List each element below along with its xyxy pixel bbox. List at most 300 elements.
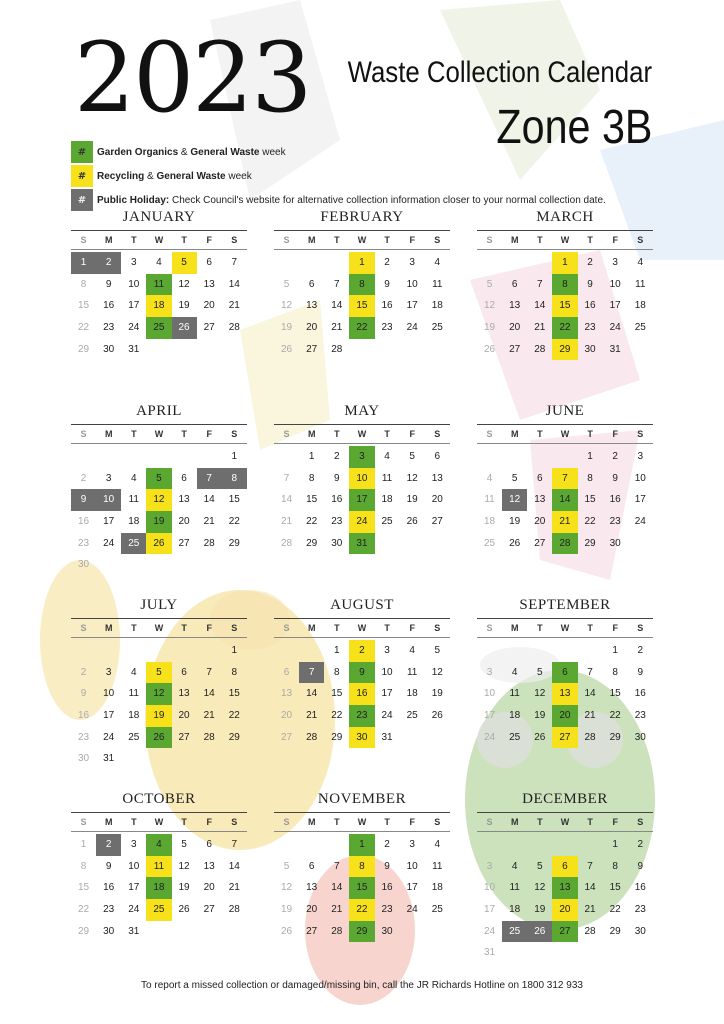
grey-swatch: # (71, 189, 93, 211)
empty-cell (502, 834, 527, 856)
days-grid (71, 834, 247, 942)
day-cell: 16 (634, 688, 646, 700)
weekday-header: S (231, 623, 238, 633)
month-november (274, 788, 450, 942)
weekday-header: W (560, 623, 570, 633)
weekday-header: M (510, 623, 519, 633)
day-cell: 14 (584, 882, 596, 894)
weekday-header: T (587, 817, 593, 827)
day-cell: 17 (484, 904, 496, 916)
weekday-header: S (637, 623, 644, 633)
day-cell: 14 (552, 489, 577, 511)
day-cell: 22 (609, 904, 621, 916)
empty-cell (477, 834, 502, 856)
day-cell: 14 (331, 882, 343, 894)
day-cell: 20 (203, 882, 215, 894)
day-cell: 2 (384, 257, 390, 268)
day-cell: 30 (103, 343, 115, 355)
day-cell: 5 (172, 252, 197, 274)
weekday-header: T (131, 235, 137, 245)
empty-cell (274, 446, 299, 468)
month-march (477, 206, 653, 360)
day-cell: 31 (381, 731, 393, 743)
empty-cell (527, 252, 552, 274)
empty-cell (502, 446, 527, 468)
day-cell: 18 (128, 710, 140, 722)
weekday-header: T (334, 235, 340, 245)
weekday-header: M (104, 429, 113, 439)
day-cell: 20 (509, 322, 521, 334)
legend-item-holiday: # Public Holiday: Check Council's website for alternative collection information closer to your normal collection date. (71, 189, 606, 211)
day-cell: 31 (609, 343, 621, 355)
weekday-header: T (131, 623, 137, 633)
day-cell: 20 (306, 322, 318, 334)
day-cell: 20 (281, 710, 293, 722)
day-cell: 9 (71, 489, 96, 511)
day-cell: 6 (537, 472, 543, 484)
empty-cell (299, 834, 324, 856)
weekday-header: W (560, 429, 570, 439)
day-cell: 6 (283, 666, 290, 678)
day-cell: 21 (281, 516, 293, 528)
empty-cell (146, 446, 171, 468)
day-cell: 23 (381, 904, 393, 916)
legend-item-recycling: # Recycling & General Waste week (71, 165, 606, 187)
weekday-header: M (104, 817, 113, 827)
day-cell: 21 (331, 904, 343, 916)
day-cell: 12 (281, 300, 293, 312)
month-name: MARCH (536, 209, 594, 225)
day-cell: 23 (331, 516, 343, 528)
day-cell: 13 (306, 882, 318, 894)
day-cell: 21 (584, 904, 596, 916)
day-cell: 19 (534, 904, 546, 916)
day-cell: 10 (484, 882, 496, 894)
day-cell: 27 (534, 537, 546, 549)
day-cell: 14 (228, 860, 240, 872)
day-cell: 30 (609, 537, 621, 549)
weekday-header-row (477, 230, 653, 250)
day-cell: 26 (509, 537, 521, 549)
weekday-header: S (637, 817, 644, 827)
day-cell: 11 (146, 856, 171, 878)
month-december (477, 788, 653, 964)
weekday-header: W (560, 817, 570, 827)
day-cell: 12 (431, 666, 443, 678)
empty-cell (324, 834, 349, 856)
day-cell: 11 (128, 494, 139, 506)
day-cell: 10 (634, 472, 646, 484)
day-cell: 23 (381, 322, 393, 334)
day-cell: 2 (80, 666, 87, 678)
weekday-header: S (80, 623, 87, 633)
day-cell: 4 (384, 451, 390, 462)
day-cell: 17 (406, 300, 418, 312)
day-cell: 18 (431, 300, 443, 312)
weekday-header: F (612, 817, 618, 827)
day-cell: 13 (281, 688, 293, 700)
day-cell: 17 (609, 300, 621, 312)
day-cell: 21 (584, 710, 596, 722)
month-name: FEBRUARY (320, 209, 404, 225)
day-cell: 18 (509, 710, 521, 722)
day-cell: 17 (406, 882, 418, 894)
day-cell: 9 (612, 472, 618, 484)
day-cell: 25 (381, 516, 393, 528)
day-cell: 5 (181, 839, 187, 850)
green-swatch: # (71, 141, 93, 163)
day-cell: 14 (331, 300, 343, 312)
day-cell: 16 (634, 882, 646, 894)
day-cell: 24 (484, 925, 496, 937)
weekday-header-row (71, 812, 247, 832)
day-cell: 16 (609, 494, 621, 506)
day-cell: 21 (228, 300, 240, 312)
weekday-header: S (80, 429, 87, 439)
day-cell: 15 (78, 300, 90, 312)
day-cell: 13 (178, 688, 190, 700)
day-cell: 26 (178, 904, 190, 916)
month-july (71, 594, 247, 770)
weekday-header: F (206, 623, 212, 633)
weekday-header: T (537, 817, 543, 827)
day-cell: 20 (306, 904, 318, 916)
month-august (274, 594, 450, 748)
weekday-header: F (206, 429, 212, 439)
day-cell: 25 (146, 317, 171, 339)
day-cell: 25 (484, 537, 496, 549)
day-cell: 7 (537, 278, 543, 290)
day-cell: 2 (637, 645, 644, 656)
empty-cell (527, 834, 552, 856)
day-cell: 29 (584, 537, 596, 549)
day-cell: 28 (331, 343, 343, 355)
day-cell: 20 (552, 899, 577, 921)
day-cell: 10 (406, 860, 418, 872)
day-cell: 19 (484, 322, 496, 334)
day-cell: 26 (281, 925, 293, 937)
day-cell: 12 (178, 860, 190, 872)
day-cell: 8 (308, 472, 315, 484)
empty-cell (552, 640, 577, 662)
day-cell: 30 (381, 925, 393, 937)
day-cell: 1 (587, 451, 593, 462)
weekday-header: T (384, 623, 390, 633)
day-cell: 16 (584, 300, 596, 312)
month-name: JANUARY (122, 209, 196, 225)
month-september (477, 594, 653, 748)
day-cell: 3 (486, 666, 493, 678)
day-cell: 14 (584, 688, 596, 700)
day-cell: 7 (334, 860, 340, 872)
day-cell: 21 (203, 516, 215, 528)
day-cell: 19 (146, 705, 171, 727)
day-cell: 25 (431, 904, 443, 916)
day-cell: 27 (281, 731, 293, 743)
day-cell: 27 (203, 322, 215, 334)
day-cell: 11 (432, 860, 443, 872)
day-cell: 8 (612, 666, 618, 678)
weekday-header: S (434, 429, 441, 439)
weekday-header: T (537, 429, 543, 439)
day-cell: 3 (105, 472, 112, 484)
empty-cell (121, 640, 146, 662)
day-cell: 15 (306, 494, 318, 506)
weekday-header: W (357, 623, 367, 633)
day-cell: 6 (511, 278, 518, 290)
day-cell: 17 (103, 516, 115, 528)
day-cell: 18 (634, 300, 646, 312)
day-cell: 30 (349, 727, 374, 749)
day-cell: 16 (78, 710, 90, 722)
empty-cell (71, 446, 96, 468)
day-cell: 13 (534, 494, 546, 506)
day-cell: 14 (306, 688, 318, 700)
day-cell: 12 (281, 882, 293, 894)
weekday-header: T (131, 817, 137, 827)
day-cell: 22 (228, 710, 240, 722)
weekday-header: M (510, 235, 519, 245)
day-cell: 20 (178, 516, 190, 528)
weekday-header-row (274, 812, 450, 832)
weekday-header-row (71, 618, 247, 638)
day-cell: 7 (334, 278, 340, 290)
weekday-header-row (274, 424, 450, 444)
day-cell: 18 (381, 494, 393, 506)
day-cell: 21 (203, 710, 215, 722)
empty-cell (274, 252, 299, 274)
day-cell: 28 (228, 322, 240, 334)
day-cell: 5 (283, 860, 290, 872)
empty-cell (197, 640, 222, 662)
day-cell: 25 (406, 710, 418, 722)
day-cell: 3 (409, 257, 415, 268)
day-cell: 20 (203, 300, 215, 312)
month-name: DECEMBER (522, 791, 608, 807)
weekday-header: S (637, 429, 644, 439)
weekday-header: S (486, 429, 493, 439)
day-cell: 27 (203, 904, 215, 916)
day-cell: 28 (203, 537, 215, 549)
day-cell: 3 (384, 645, 390, 656)
day-cell: 18 (431, 882, 443, 894)
day-cell: 4 (131, 666, 137, 678)
day-cell: 12 (146, 683, 171, 705)
day-cell: 16 (349, 683, 374, 705)
weekday-header: F (409, 817, 415, 827)
weekday-header: T (537, 235, 543, 245)
day-cell: 23 (78, 537, 90, 549)
day-cell: 28 (281, 537, 293, 549)
empty-cell (477, 446, 502, 468)
day-cell: 27 (178, 537, 190, 549)
day-cell: 29 (306, 537, 318, 549)
empty-cell (299, 252, 324, 274)
day-cell: 10 (381, 666, 393, 678)
day-cell: 22 (306, 516, 318, 528)
days-grid (477, 834, 653, 964)
empty-cell (172, 640, 197, 662)
weekday-header: T (384, 235, 390, 245)
empty-cell (527, 446, 552, 468)
day-cell: 28 (306, 731, 318, 743)
day-cell: 20 (178, 710, 190, 722)
day-cell: 26 (281, 343, 293, 355)
day-cell: 4 (434, 257, 441, 268)
days-grid (71, 446, 247, 576)
weekday-header: F (612, 429, 618, 439)
weekday-header: T (181, 429, 187, 439)
day-cell: 3 (637, 451, 644, 462)
day-cell: 9 (384, 278, 390, 290)
day-cell: 24 (609, 322, 621, 334)
day-cell: 14 (534, 300, 546, 312)
day-cell: 15 (78, 882, 90, 894)
weekday-header-row (274, 230, 450, 250)
day-cell: 27 (509, 343, 521, 355)
day-cell: 19 (431, 688, 443, 700)
day-cell: 15 (228, 494, 240, 506)
day-cell: 16 (381, 882, 393, 894)
legend-label: Public Holiday: (97, 194, 170, 206)
weekday-header: F (206, 235, 212, 245)
day-cell: 25 (128, 731, 140, 743)
weekday-header: S (434, 623, 441, 633)
day-cell: 19 (534, 710, 546, 722)
weekday-header: T (537, 623, 543, 633)
day-cell: 9 (637, 666, 644, 678)
day-cell: 29 (349, 921, 374, 943)
day-cell: 22 (331, 710, 343, 722)
days-grid (274, 640, 450, 748)
day-cell: 1 (334, 645, 340, 656)
day-cell: 15 (609, 882, 621, 894)
day-cell: 26 (406, 516, 418, 528)
day-cell: 23 (103, 322, 115, 334)
day-cell: 2 (612, 451, 618, 462)
day-cell: 30 (634, 925, 646, 937)
empty-cell (502, 640, 527, 662)
day-cell: 11 (128, 688, 139, 700)
day-cell: 12 (534, 688, 546, 700)
day-cell: 9 (637, 860, 644, 872)
day-cell: 17 (103, 710, 115, 722)
weekday-header: M (104, 623, 113, 633)
weekday-header: W (154, 817, 164, 827)
day-cell: 3 (105, 666, 112, 678)
weekday-header: M (510, 817, 519, 827)
weekday-header: S (80, 235, 87, 245)
weekday-header-row (477, 812, 653, 832)
day-cell: 27 (306, 925, 318, 937)
day-cell: 12 (406, 472, 418, 484)
day-cell: 15 (331, 688, 343, 700)
day-cell: 2 (637, 839, 644, 850)
weekday-header-row (477, 618, 653, 638)
weekday-header: M (307, 817, 316, 827)
day-cell: 4 (511, 860, 518, 872)
day-cell: 10 (349, 468, 374, 490)
day-cell: 17 (128, 882, 140, 894)
day-cell: 8 (349, 856, 374, 878)
day-cell: 10 (96, 489, 121, 511)
day-cell: 18 (509, 904, 521, 916)
day-cell: 16 (103, 882, 115, 894)
day-cell: 8 (552, 274, 577, 296)
day-cell: 4 (511, 666, 518, 678)
zone-label: Zone 3B (495, 101, 652, 154)
day-cell: 26 (172, 317, 197, 339)
weekday-header: M (307, 429, 316, 439)
day-cell: 25 (431, 322, 443, 334)
weekday-header: S (486, 817, 493, 827)
day-cell: 16 (381, 300, 393, 312)
weekday-header: S (486, 623, 493, 633)
weekday-header: T (384, 817, 390, 827)
day-cell: 26 (484, 343, 496, 355)
day-cell: 9 (105, 860, 112, 872)
day-cell: 25 (509, 731, 521, 743)
month-name: JULY (140, 597, 178, 613)
calendar-year: 2023 (74, 22, 311, 134)
day-cell: 3 (131, 257, 137, 268)
day-cell: 28 (584, 731, 596, 743)
month-april (71, 400, 247, 576)
day-cell: 19 (281, 904, 293, 916)
weekday-header: S (486, 235, 493, 245)
day-cell: 2 (349, 640, 374, 662)
day-cell: 24 (634, 516, 646, 528)
day-cell: 28 (584, 925, 596, 937)
day-cell: 10 (128, 860, 140, 872)
weekday-header-row (71, 230, 247, 250)
day-cell: 8 (80, 860, 87, 872)
day-cell: 24 (406, 322, 418, 334)
day-cell: 31 (128, 925, 140, 937)
day-cell: 24 (128, 904, 140, 916)
empty-cell (552, 834, 577, 856)
month-name: OCTOBER (122, 791, 196, 807)
day-cell: 12 (502, 489, 527, 511)
day-cell: 13 (431, 472, 443, 484)
day-cell: 22 (609, 710, 621, 722)
day-cell: 19 (509, 516, 521, 528)
day-cell: 18 (484, 516, 496, 528)
empty-cell (477, 640, 502, 662)
weekday-header-row (477, 424, 653, 444)
day-cell: 9 (105, 278, 112, 290)
day-cell: 26 (431, 710, 443, 722)
day-cell: 3 (612, 257, 618, 268)
day-cell: 19 (146, 511, 171, 533)
day-cell: 31 (349, 533, 374, 555)
day-cell: 11 (509, 882, 520, 894)
day-cell: 17 (634, 494, 646, 506)
day-cell: 16 (331, 494, 343, 506)
day-cell: 3 (349, 446, 374, 468)
calendar-title: Waste Collection Calendar (347, 56, 652, 89)
day-cell: 8 (231, 666, 238, 678)
weekday-header: F (612, 623, 618, 633)
day-cell: 4 (486, 472, 493, 484)
day-cell: 10 (103, 688, 115, 700)
day-cell: 4 (146, 834, 171, 856)
weekday-header: S (283, 817, 290, 827)
weekday-header: S (434, 817, 441, 827)
weekday-header: W (154, 623, 164, 633)
day-cell: 6 (206, 839, 212, 850)
day-cell: 24 (406, 904, 418, 916)
